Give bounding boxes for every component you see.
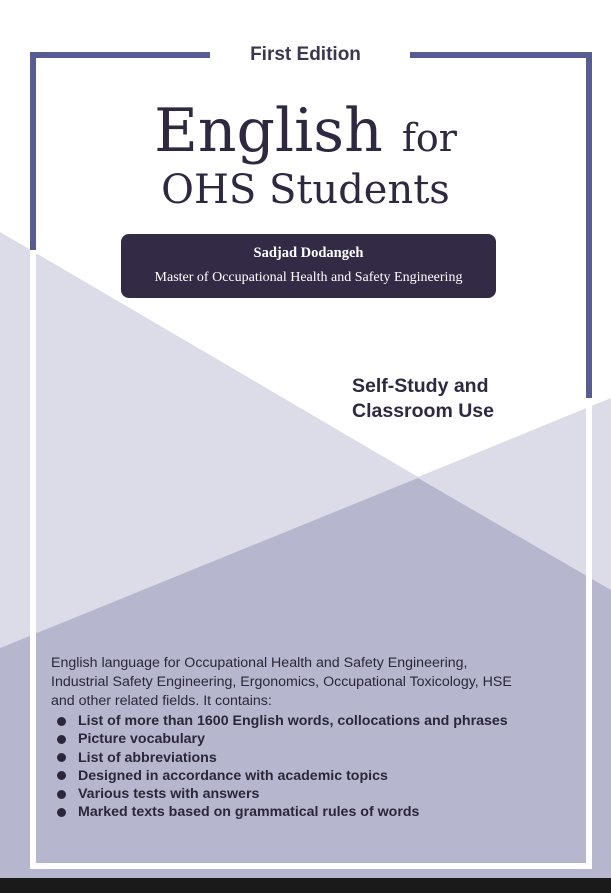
- usage-line-2: Classroom Use: [352, 400, 494, 422]
- title-line-1: [0, 96, 611, 173]
- features-list: [57, 712, 577, 822]
- feature-text: Marked texts based on grammatical rules of words: [78, 804, 420, 821]
- bullet-icon: [57, 735, 66, 744]
- feature-item: [57, 730, 577, 748]
- feature-text: Designed in accordance with academic topics: [78, 767, 388, 784]
- author-name: Sadjad Dodangeh: [253, 245, 364, 261]
- author-box: [121, 234, 496, 298]
- feature-item: [57, 803, 577, 821]
- title-line-2: OHS Students: [161, 167, 450, 213]
- description-line: English language for Occupational Health and Safety Engineering,: [51, 655, 468, 671]
- edition-label: First Edition: [250, 44, 361, 65]
- title-word-for: for: [401, 116, 457, 160]
- bullet-icon: [57, 790, 66, 799]
- bullet-icon: [57, 808, 66, 817]
- usage-line-1: Self-Study and: [352, 375, 489, 397]
- description: [51, 654, 571, 711]
- feature-text: List of more than 1600 English words, collocations and phrases: [78, 713, 508, 729]
- description-line: and other related fields. It contains:: [51, 693, 272, 709]
- description-line: Industrial Safety Engineering, Ergonomics, Occupational Toxicology, HSE: [51, 674, 512, 690]
- usage-text: [352, 374, 572, 424]
- feature-text: List of abbreviations: [78, 749, 217, 766]
- feature-item: [57, 785, 577, 803]
- bullet-icon: [57, 753, 66, 762]
- bullet-icon: [57, 717, 66, 726]
- feature-item: [57, 712, 577, 730]
- feature-text: Various tests with answers: [78, 786, 260, 803]
- author-degree: Master of Occupational Health and Safety Engineering: [154, 270, 463, 285]
- feature-item: [57, 749, 577, 767]
- bullet-icon: [57, 771, 66, 780]
- feature-item: [57, 767, 577, 785]
- feature-text: Picture vocabulary: [78, 731, 205, 748]
- title-word-english: English: [154, 96, 383, 166]
- bottom-bar: [0, 878, 611, 893]
